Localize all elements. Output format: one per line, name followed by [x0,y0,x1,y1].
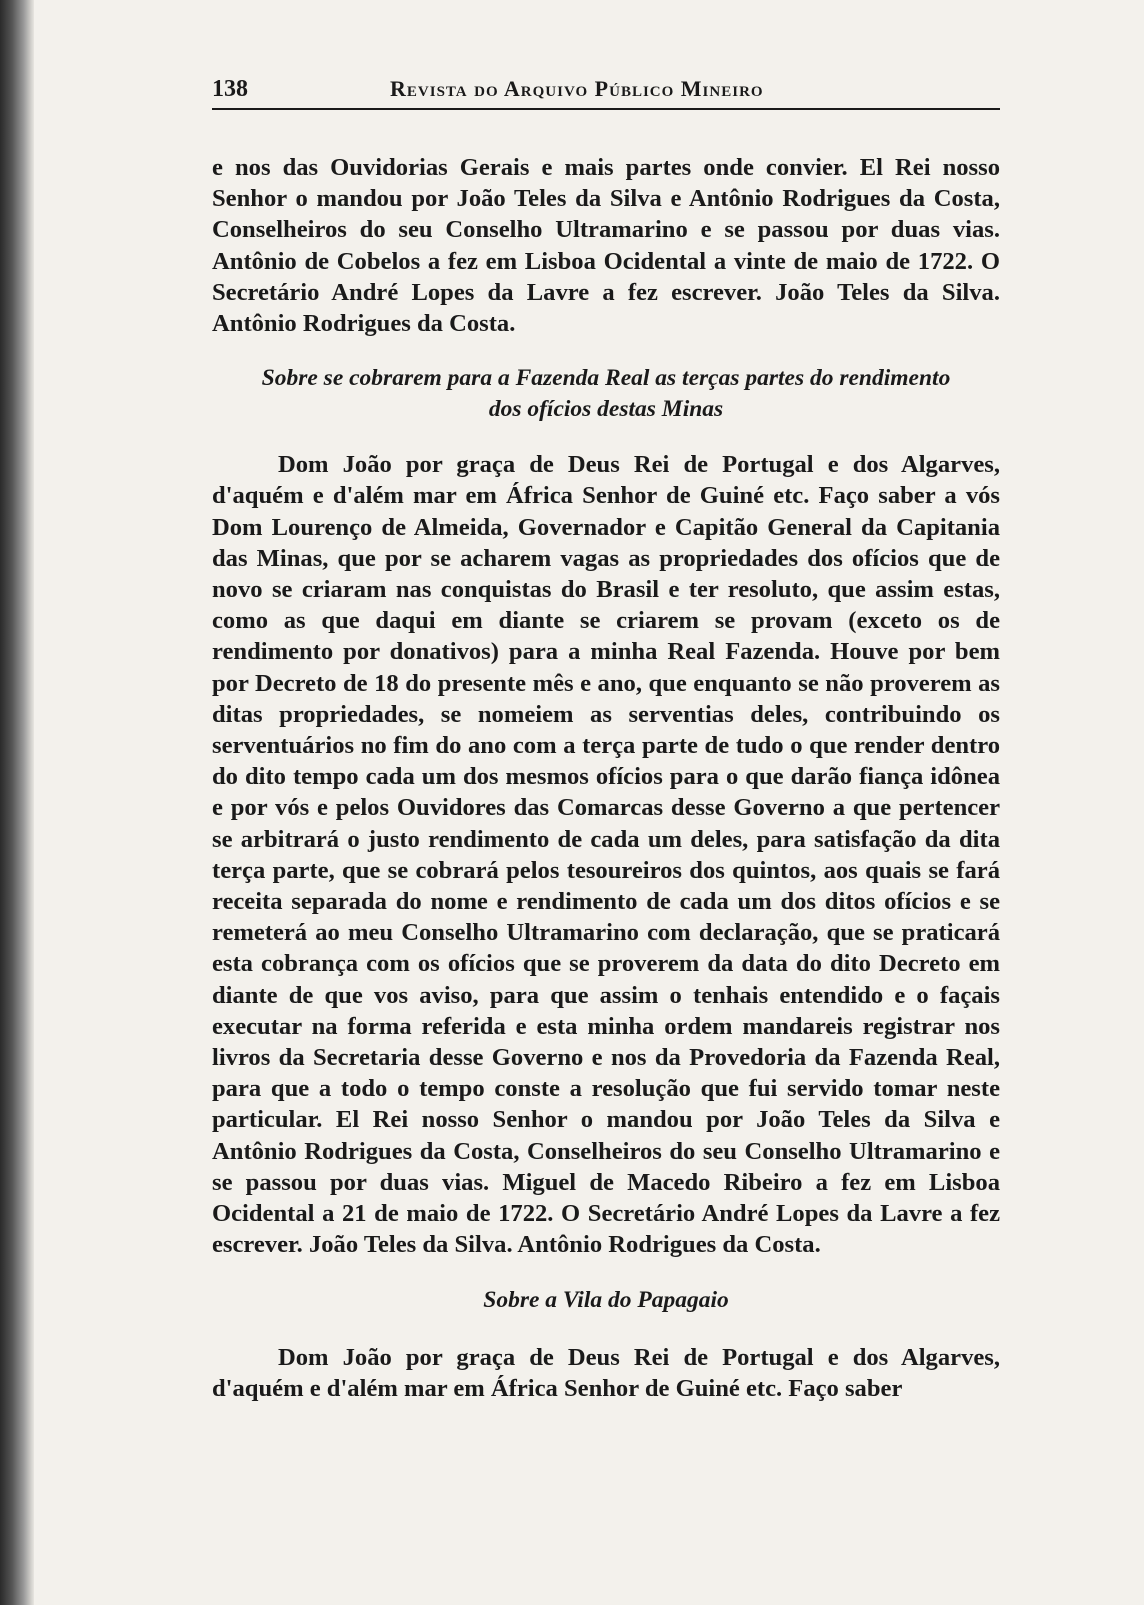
journal-title: Revista do Arquivo Público Mineiro [390,76,764,101]
page-number: 138 [212,76,248,102]
section-heading-fazenda-real: Sobre se cobrarem para a Fazenda Real as terças partes do rendimento dos ofícios destas Minas [261,365,951,423]
paragraph-vila-do-papagaio: Dom João por graça de Deus Rei de Portugal e dos Algarves, d'aquém e d'além mar em África Senhor de Guiné etc. Faço saber [212,1343,1000,1402]
paragraph-fazenda-real: Dom João por graça de Deus Rei de Portugal e dos Algarves, d'aquém e d'além mar em África Senhor de Guiné etc. Faço saber a vós Dom Lourenço de Almeida, Governador e Capitão General da Capitania das Minas, que por se acharem vagas as propriedades dos ofícios que de novo se criaram nas conquistas do Brasil e ter resoluto, que assim estas, como as que daqui em diante se criarem se provam (exceto os de rendimento por donativos) para a minha Real Fazenda. Houve por bem por Decreto de 18 do presente mês e ano, que enquanto se não proverem as ditas propriedades, se nomeiem as serventias deles, contribuindo os serventuários no fim do ano com a terça parte de tudo o que render dentro do dito tempo cada um dos mesmos ofícios para o que darão fiança idônea e por vós e pelos Ouvidores das Comarcas desse Governo a que pertencer se arbitrará o justo rendimento de cada um deles, para satisfação da dita terça parte, que se cobrará pelos tesoureiros dos quintos, aos quais se fará receita separada do nome e rendimento de cada um dos ditos ofícios e se remeterá ao meu Conselho Ultramarino com declaração, que se praticará esta cobrança com os ofícios que se proverem da data do dito Decreto em diante de que vos aviso, para que assim o tenhais entendido e o façais executar na forma referida e esta minha ordem mandareis registrar nos livros da Secretaria desse Governo e nos da Provedoria da Fazenda Real, para que a todo o tempo conste a resolução que fui servido tomar neste particular. El Rei nosso Senhor o mandou por João Teles da Silva e Antônio Rodrigues da Costa, Conselheiros do seu Conselho Ultramarino e se passou por duas vias. Miguel de Macedo Ribeiro a fez em Lisboa Ocidental a 21 de maio de 1722. O Secretário André Lopes da Lavre a fez escrever. João Teles da Silva. Antônio Rodrigues da Costa. [212,451,1000,1259]
page-binding-edge [0,0,34,1605]
section-heading-vila-do-papagaio: Sobre a Vila do Papagaio [483,1286,729,1313]
paragraph-continuation: e nos das Ouvidorias Gerais e mais partes onde convier. El Rei nosso Senhor o mandou por João Teles da Silva e Antônio Rodrigues da Costa, Conselheiros do seu Conselho Ultramarino e se passou por duas vias. Antônio de Cobelos a fez em Lisboa Ocidental a vinte de maio de 1722. O Secretário André Lopes da Lavre a fez escrever. João Teles da Silva. Antônio Rodrigues da Costa. [212,154,1000,338]
running-header [212,68,1000,110]
document-page [212,68,1000,1404]
